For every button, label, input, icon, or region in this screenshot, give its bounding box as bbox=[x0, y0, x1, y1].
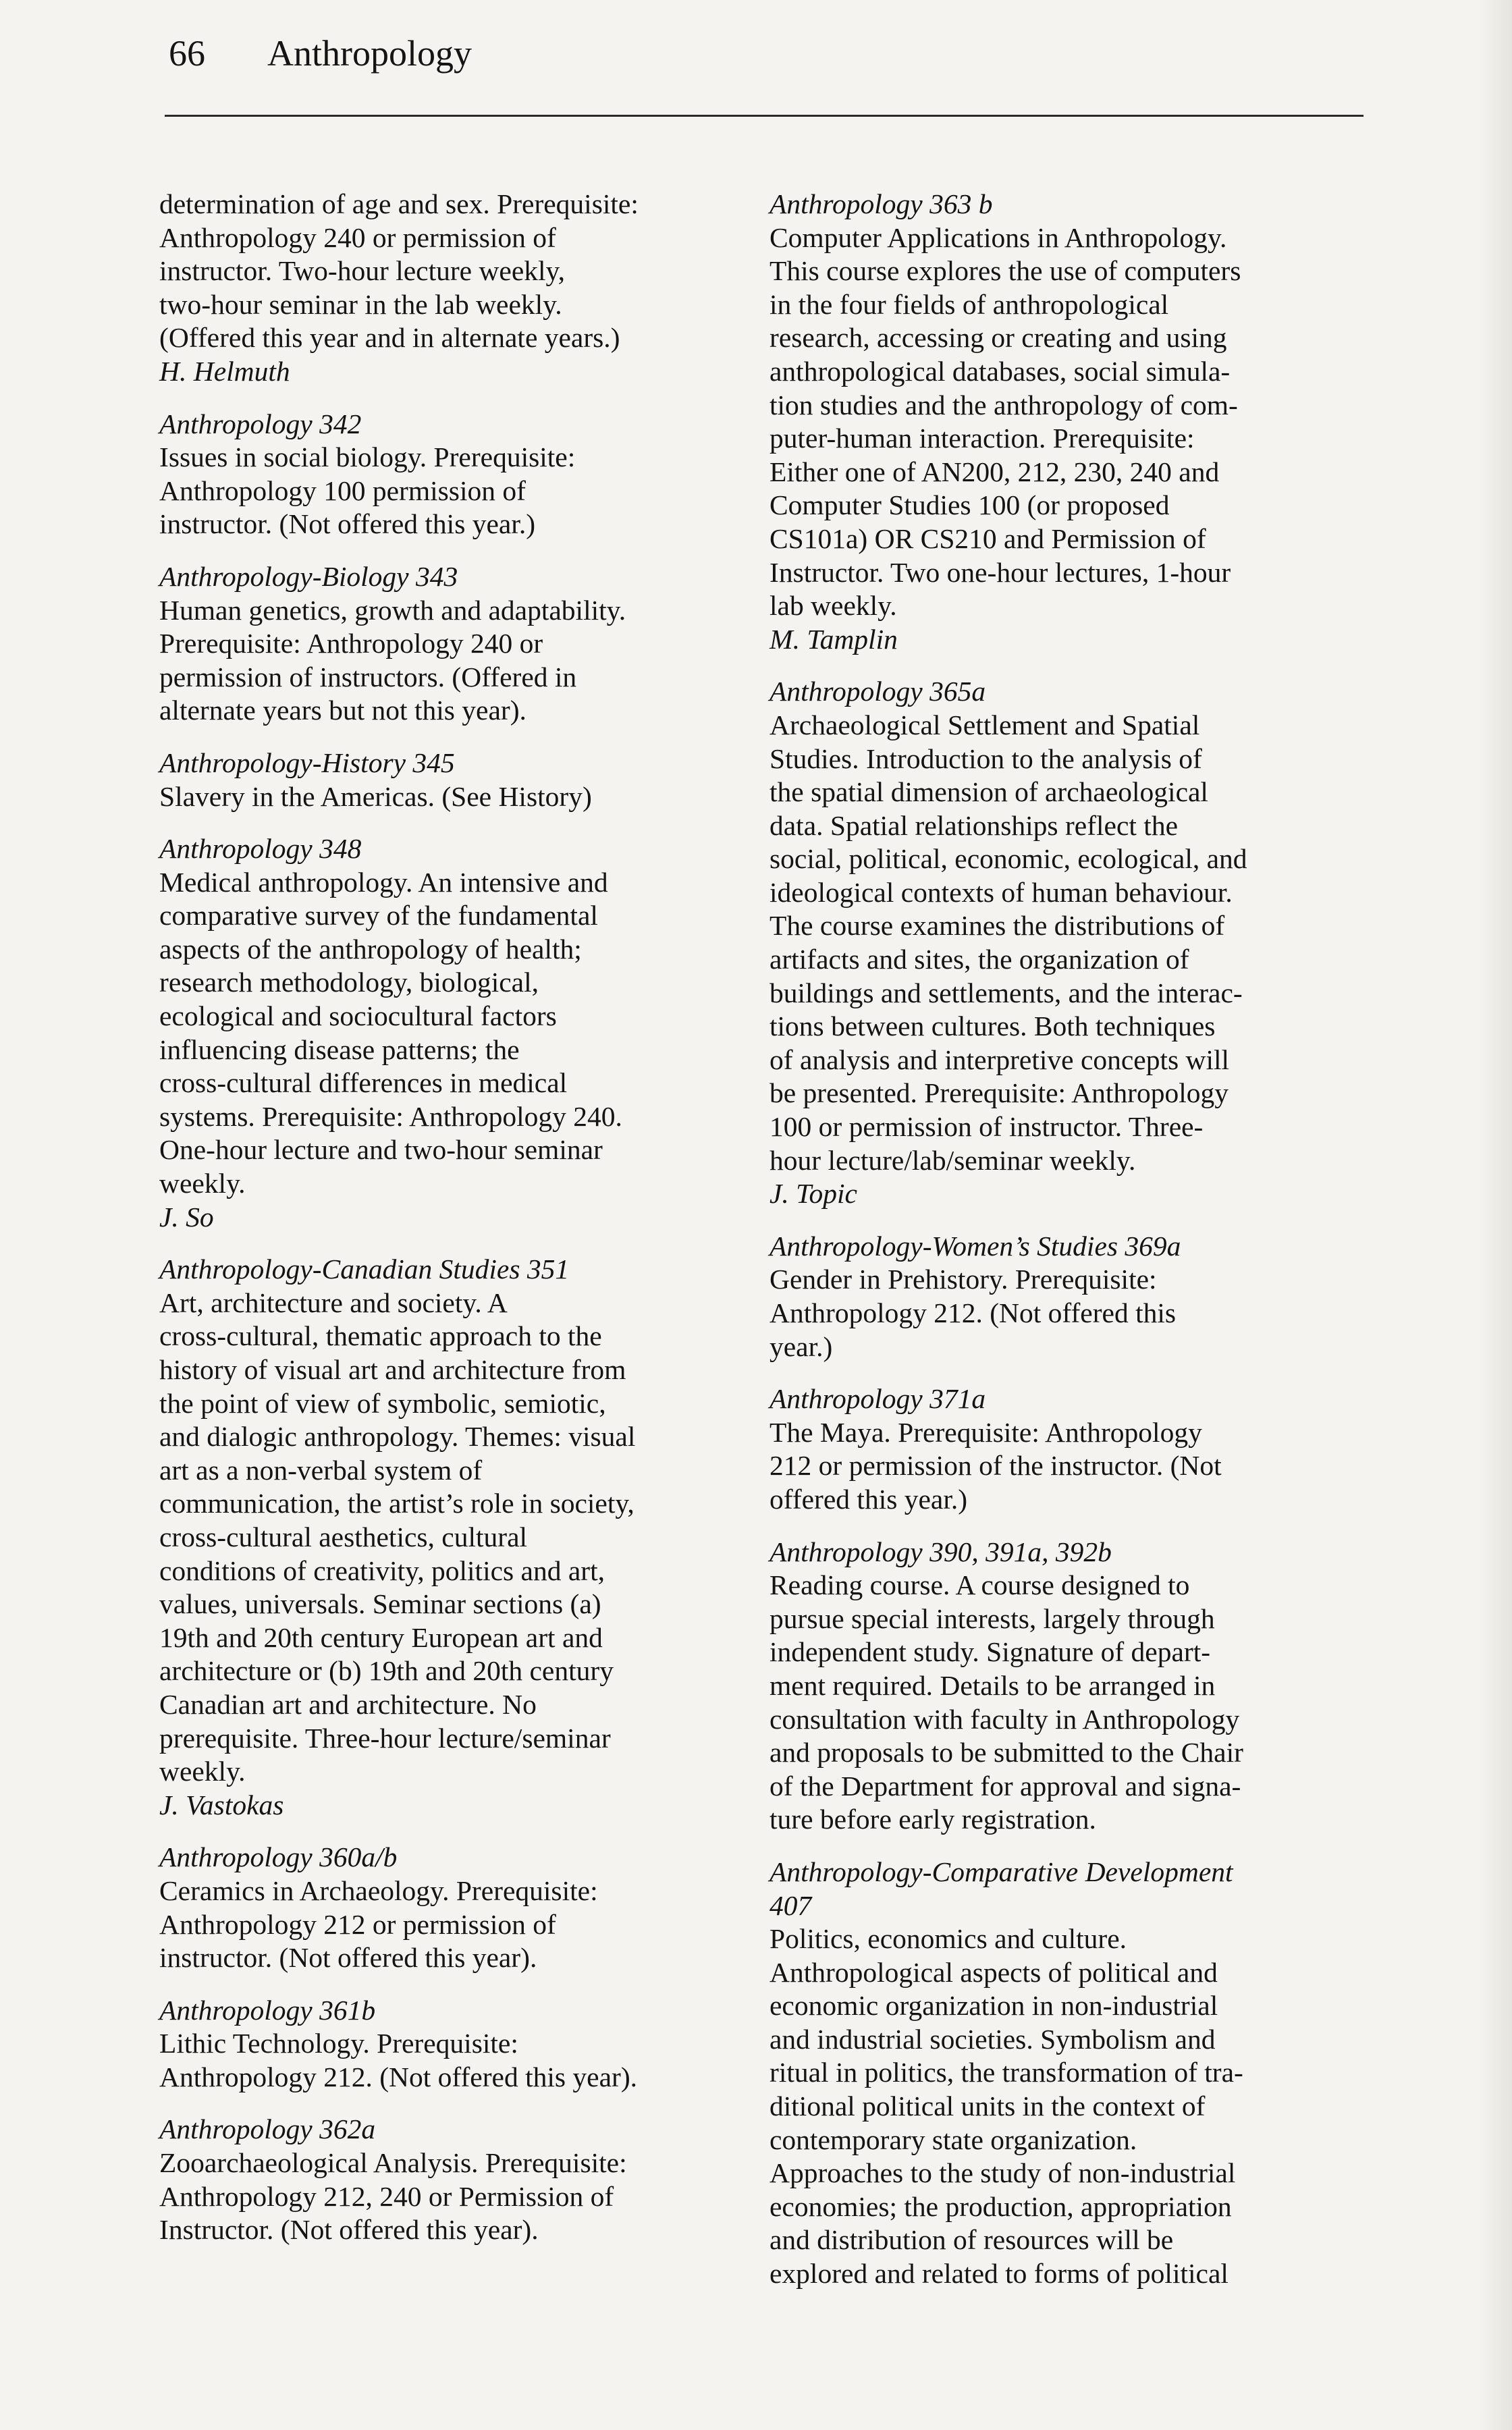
course-entry bbox=[770, 1536, 1350, 1837]
course-title: Anthropology-Women’s Studies 369a bbox=[770, 1230, 1181, 1262]
text-line: ideological contexts of human behaviour. bbox=[770, 876, 1233, 908]
text-line: Computer Applications in Anthropology. bbox=[770, 221, 1227, 253]
text-line: cross-cultural aesthetics, cultural bbox=[159, 1521, 528, 1552]
course-entry bbox=[159, 560, 740, 728]
text-line: puter-human interaction. Prerequisite: bbox=[770, 423, 1195, 454]
course-title: Anthropology-Comparative Development bbox=[770, 1856, 1233, 1887]
text-line: architecture or (b) 19th and 20th century bbox=[159, 1655, 614, 1687]
text-line: Politics, economics and culture. bbox=[770, 1923, 1127, 1955]
text-line: history of visual art and architecture from bbox=[159, 1354, 626, 1385]
continued-entry bbox=[159, 188, 740, 389]
course-title: Anthropology 371a bbox=[770, 1383, 986, 1415]
course-title: Anthropology 365a bbox=[770, 676, 986, 707]
text-line: determination of age and sex. Prerequisite: bbox=[159, 188, 639, 219]
text-line: the spatial dimension of archaeological bbox=[770, 776, 1208, 808]
text-line: be presented. Prerequisite: Anthropology bbox=[770, 1077, 1228, 1109]
course-entry bbox=[770, 188, 1350, 656]
course-entry bbox=[159, 1994, 740, 2095]
text-line: cross-cultural, thematic approach to the bbox=[159, 1320, 602, 1352]
text-line: instructor. (Not offered this year). bbox=[159, 1942, 537, 1974]
text-line: year.) bbox=[770, 1330, 833, 1362]
text-line: cross-cultural differences in medical bbox=[159, 1067, 568, 1099]
text-line: research methodology, biological, bbox=[159, 967, 539, 998]
text-line: Instructor. Two one-hour lectures, 1-hour bbox=[770, 556, 1231, 588]
text-line: Archaeological Settlement and Spatial bbox=[770, 709, 1200, 740]
text-line: instructor. (Not offered this year.) bbox=[159, 508, 536, 540]
text-line: 212 or permission of the instructor. (Not bbox=[770, 1450, 1222, 1482]
course-title: Anthropology 360a/b bbox=[159, 1841, 398, 1873]
instructor-name: J. Vastokas bbox=[159, 1789, 284, 1820]
course-title: Anthropology-Biology 343 bbox=[159, 560, 458, 592]
text-line: ritual in politics, the transformation of tra- bbox=[770, 2057, 1243, 2088]
page-header bbox=[169, 32, 472, 93]
text-line: comparative survey of the fundamental bbox=[159, 900, 598, 932]
text-line: values, universals. Seminar sections (a) bbox=[159, 1588, 601, 1620]
course-entry bbox=[770, 1382, 1350, 1516]
instructor-name: J. So bbox=[159, 1201, 214, 1233]
text-line: Approaches to the study of non-industrial bbox=[770, 2157, 1236, 2189]
course-title: Anthropology 361b bbox=[159, 1994, 376, 2026]
text-line: in the four fields of anthropological bbox=[770, 288, 1169, 320]
text-line: Gender in Prehistory. Prerequisite: bbox=[770, 1264, 1157, 1295]
text-line: economic organization in non-industrial bbox=[770, 1990, 1218, 2022]
text-line: communication, the artist’s role in society, bbox=[159, 1488, 634, 1519]
left-column bbox=[159, 188, 740, 2266]
text-line: permission of instructors. (Offered in bbox=[159, 661, 577, 693]
text-line: tions between cultures. Both techniques bbox=[770, 1010, 1216, 1042]
text-line: art as a non-verbal system of bbox=[159, 1454, 483, 1486]
text-line: and industrial societies. Symbolism and bbox=[770, 2023, 1216, 2055]
text-line: Either one of AN200, 212, 230, 240 and bbox=[770, 456, 1220, 487]
text-line: weekly. bbox=[159, 1756, 246, 1787]
text-line: Ceramics in Archaeology. Prerequisite: bbox=[159, 1874, 598, 1906]
text-line: research, accessing or creating and using bbox=[770, 322, 1227, 354]
text-line: lab weekly. bbox=[770, 590, 897, 622]
text-line: Anthropology 100 permission of bbox=[159, 475, 526, 506]
course-entry bbox=[770, 675, 1350, 1211]
text-line: anthropological databases, social simula- bbox=[770, 355, 1231, 387]
text-line: (Offered this year and in alternate years.) bbox=[159, 322, 620, 354]
text-line: data. Spatial relationships reflect the bbox=[770, 809, 1178, 841]
text-line: ecological and sociocultural factors bbox=[159, 1000, 557, 1032]
right-column bbox=[770, 188, 1350, 2310]
page-number: 66 bbox=[169, 33, 205, 74]
text-line: influencing disease patterns; the bbox=[159, 1033, 520, 1065]
text-line: independent study. Signature of depart- bbox=[770, 1636, 1211, 1668]
running-title: Anthropology bbox=[267, 33, 472, 74]
text-line: buildings and settlements, and the interac- bbox=[770, 977, 1243, 1008]
text-line: explored and related to forms of political bbox=[770, 2258, 1228, 2290]
page-edge-shadow bbox=[1480, 0, 1512, 2430]
course-title: Anthropology 348 bbox=[159, 833, 362, 865]
text-line: The course examines the distributions of bbox=[770, 910, 1225, 942]
text-line: ditional political units in the context of bbox=[770, 2090, 1206, 2122]
text-line: prerequisite. Three-hour lecture/seminar bbox=[159, 1722, 611, 1754]
text-line: 19th and 20th century European art and bbox=[159, 1621, 603, 1653]
text-line: Slavery in the Americas. (See History) bbox=[159, 780, 592, 812]
text-line: Issues in social biology. Prerequisite: bbox=[159, 441, 576, 473]
text-line: economies; the production, appropriation bbox=[770, 2190, 1232, 2222]
course-entry bbox=[159, 1841, 740, 1974]
instructor-name: J. Topic bbox=[770, 1178, 857, 1210]
text-line: conditions of creativity, politics and art, bbox=[159, 1555, 605, 1586]
text-line: and dialogic anthropology. Themes: visual bbox=[159, 1421, 636, 1453]
course-title: Anthropology 363 b bbox=[770, 188, 993, 219]
text-line: aspects of the anthropology of health; bbox=[159, 933, 582, 965]
course-title: Anthropology 362a bbox=[159, 2113, 376, 2145]
text-line: two-hour seminar in the lab weekly. bbox=[159, 288, 562, 320]
text-line: of the Department for approval and signa- bbox=[770, 1770, 1241, 1802]
text-line: Anthropology 212 or permission of bbox=[159, 1908, 556, 1940]
instructor-name: M. Tamplin bbox=[770, 623, 898, 655]
text-line: the point of view of symbolic, semiotic, bbox=[159, 1387, 606, 1419]
text-line: Instructor. (Not offered this year). bbox=[159, 2214, 539, 2246]
text-line: social, political, economic, ecological, and bbox=[770, 843, 1247, 875]
course-title: Anthropology-History 345 bbox=[159, 747, 455, 778]
text-line: ture before early registration. bbox=[770, 1804, 1096, 1835]
text-line: Human genetics, growth and adaptability. bbox=[159, 594, 626, 626]
course-entry bbox=[159, 2113, 740, 2246]
course-entry bbox=[159, 1253, 740, 1822]
text-line: Computer Studies 100 (or proposed bbox=[770, 489, 1170, 521]
text-line: Studies. Introduction to the analysis of bbox=[770, 742, 1202, 774]
text-line: alternate years but not this year). bbox=[159, 695, 526, 726]
text-line: Anthropology 240 or permission of bbox=[159, 221, 556, 253]
text-line: Prerequisite: Anthropology 240 or bbox=[159, 628, 543, 659]
text-line: contemporary state organization. bbox=[770, 2124, 1137, 2155]
text-line: Reading course. A course designed to bbox=[770, 1569, 1190, 1601]
course-entry bbox=[770, 1230, 1350, 1364]
text-line: tion studies and the anthropology of com- bbox=[770, 389, 1238, 421]
text-line: offered this year.) bbox=[770, 1483, 968, 1515]
text-line: consultation with faculty in Anthropology bbox=[770, 1703, 1240, 1735]
text-line: Anthropology 212, 240 or Permission of bbox=[159, 2180, 614, 2212]
text-line: instructor. Two-hour lecture weekly, bbox=[159, 255, 565, 287]
text-line: hour lecture/lab/seminar weekly. bbox=[770, 1144, 1136, 1176]
text-line: and distribution of resources will be bbox=[770, 2224, 1174, 2256]
text-line: Anthropology 212. (Not offered this bbox=[770, 1297, 1177, 1328]
text-line: Anthropology 212. (Not offered this year). bbox=[159, 2061, 638, 2092]
text-line: Zooarchaeological Analysis. Prerequisite: bbox=[159, 2147, 627, 2179]
text-line: Anthropological aspects of political and bbox=[770, 1956, 1218, 1988]
text-line: Lithic Technology. Prerequisite: bbox=[159, 2028, 518, 2059]
text-line: The Maya. Prerequisite: Anthropology bbox=[770, 1416, 1202, 1448]
text-line: artifacts and sites, the organization of bbox=[770, 944, 1189, 975]
text-line: CS101a) OR CS210 and Permission of bbox=[770, 522, 1206, 554]
text-line: 100 or permission of instructor. Three- bbox=[770, 1111, 1204, 1143]
course-entry bbox=[770, 1856, 1350, 2291]
text-line: Canadian art and architecture. No bbox=[159, 1688, 537, 1720]
course-entry bbox=[159, 832, 740, 1234]
text-line: systems. Prerequisite: Anthropology 240. bbox=[159, 1100, 622, 1132]
instructor-name: H. Helmuth bbox=[159, 355, 290, 387]
course-title: 407 bbox=[770, 1889, 812, 1921]
text-line: ment required. Details to be arranged in bbox=[770, 1669, 1216, 1701]
text-line: of analysis and interpretive concepts will bbox=[770, 1044, 1230, 1075]
text-line: pursue special interests, largely through bbox=[770, 1602, 1215, 1634]
text-line: weekly. bbox=[159, 1168, 246, 1199]
text-line: and proposals to be submitted to the Chair bbox=[770, 1737, 1243, 1769]
course-title: Anthropology 342 bbox=[159, 408, 362, 439]
text-line: This course explores the use of computers bbox=[770, 255, 1241, 287]
text-line: One-hour lecture and two-hour seminar bbox=[159, 1134, 603, 1166]
text-line: Art, architecture and society. A bbox=[159, 1287, 508, 1318]
course-entry bbox=[159, 747, 740, 813]
course-title: Anthropology 390, 391a, 392b bbox=[770, 1536, 1112, 1567]
text-line: Medical anthropology. An intensive and bbox=[159, 866, 608, 898]
course-title: Anthropology-Canadian Studies 351 bbox=[159, 1253, 570, 1285]
header-rule bbox=[165, 115, 1364, 117]
course-entry bbox=[159, 408, 740, 541]
